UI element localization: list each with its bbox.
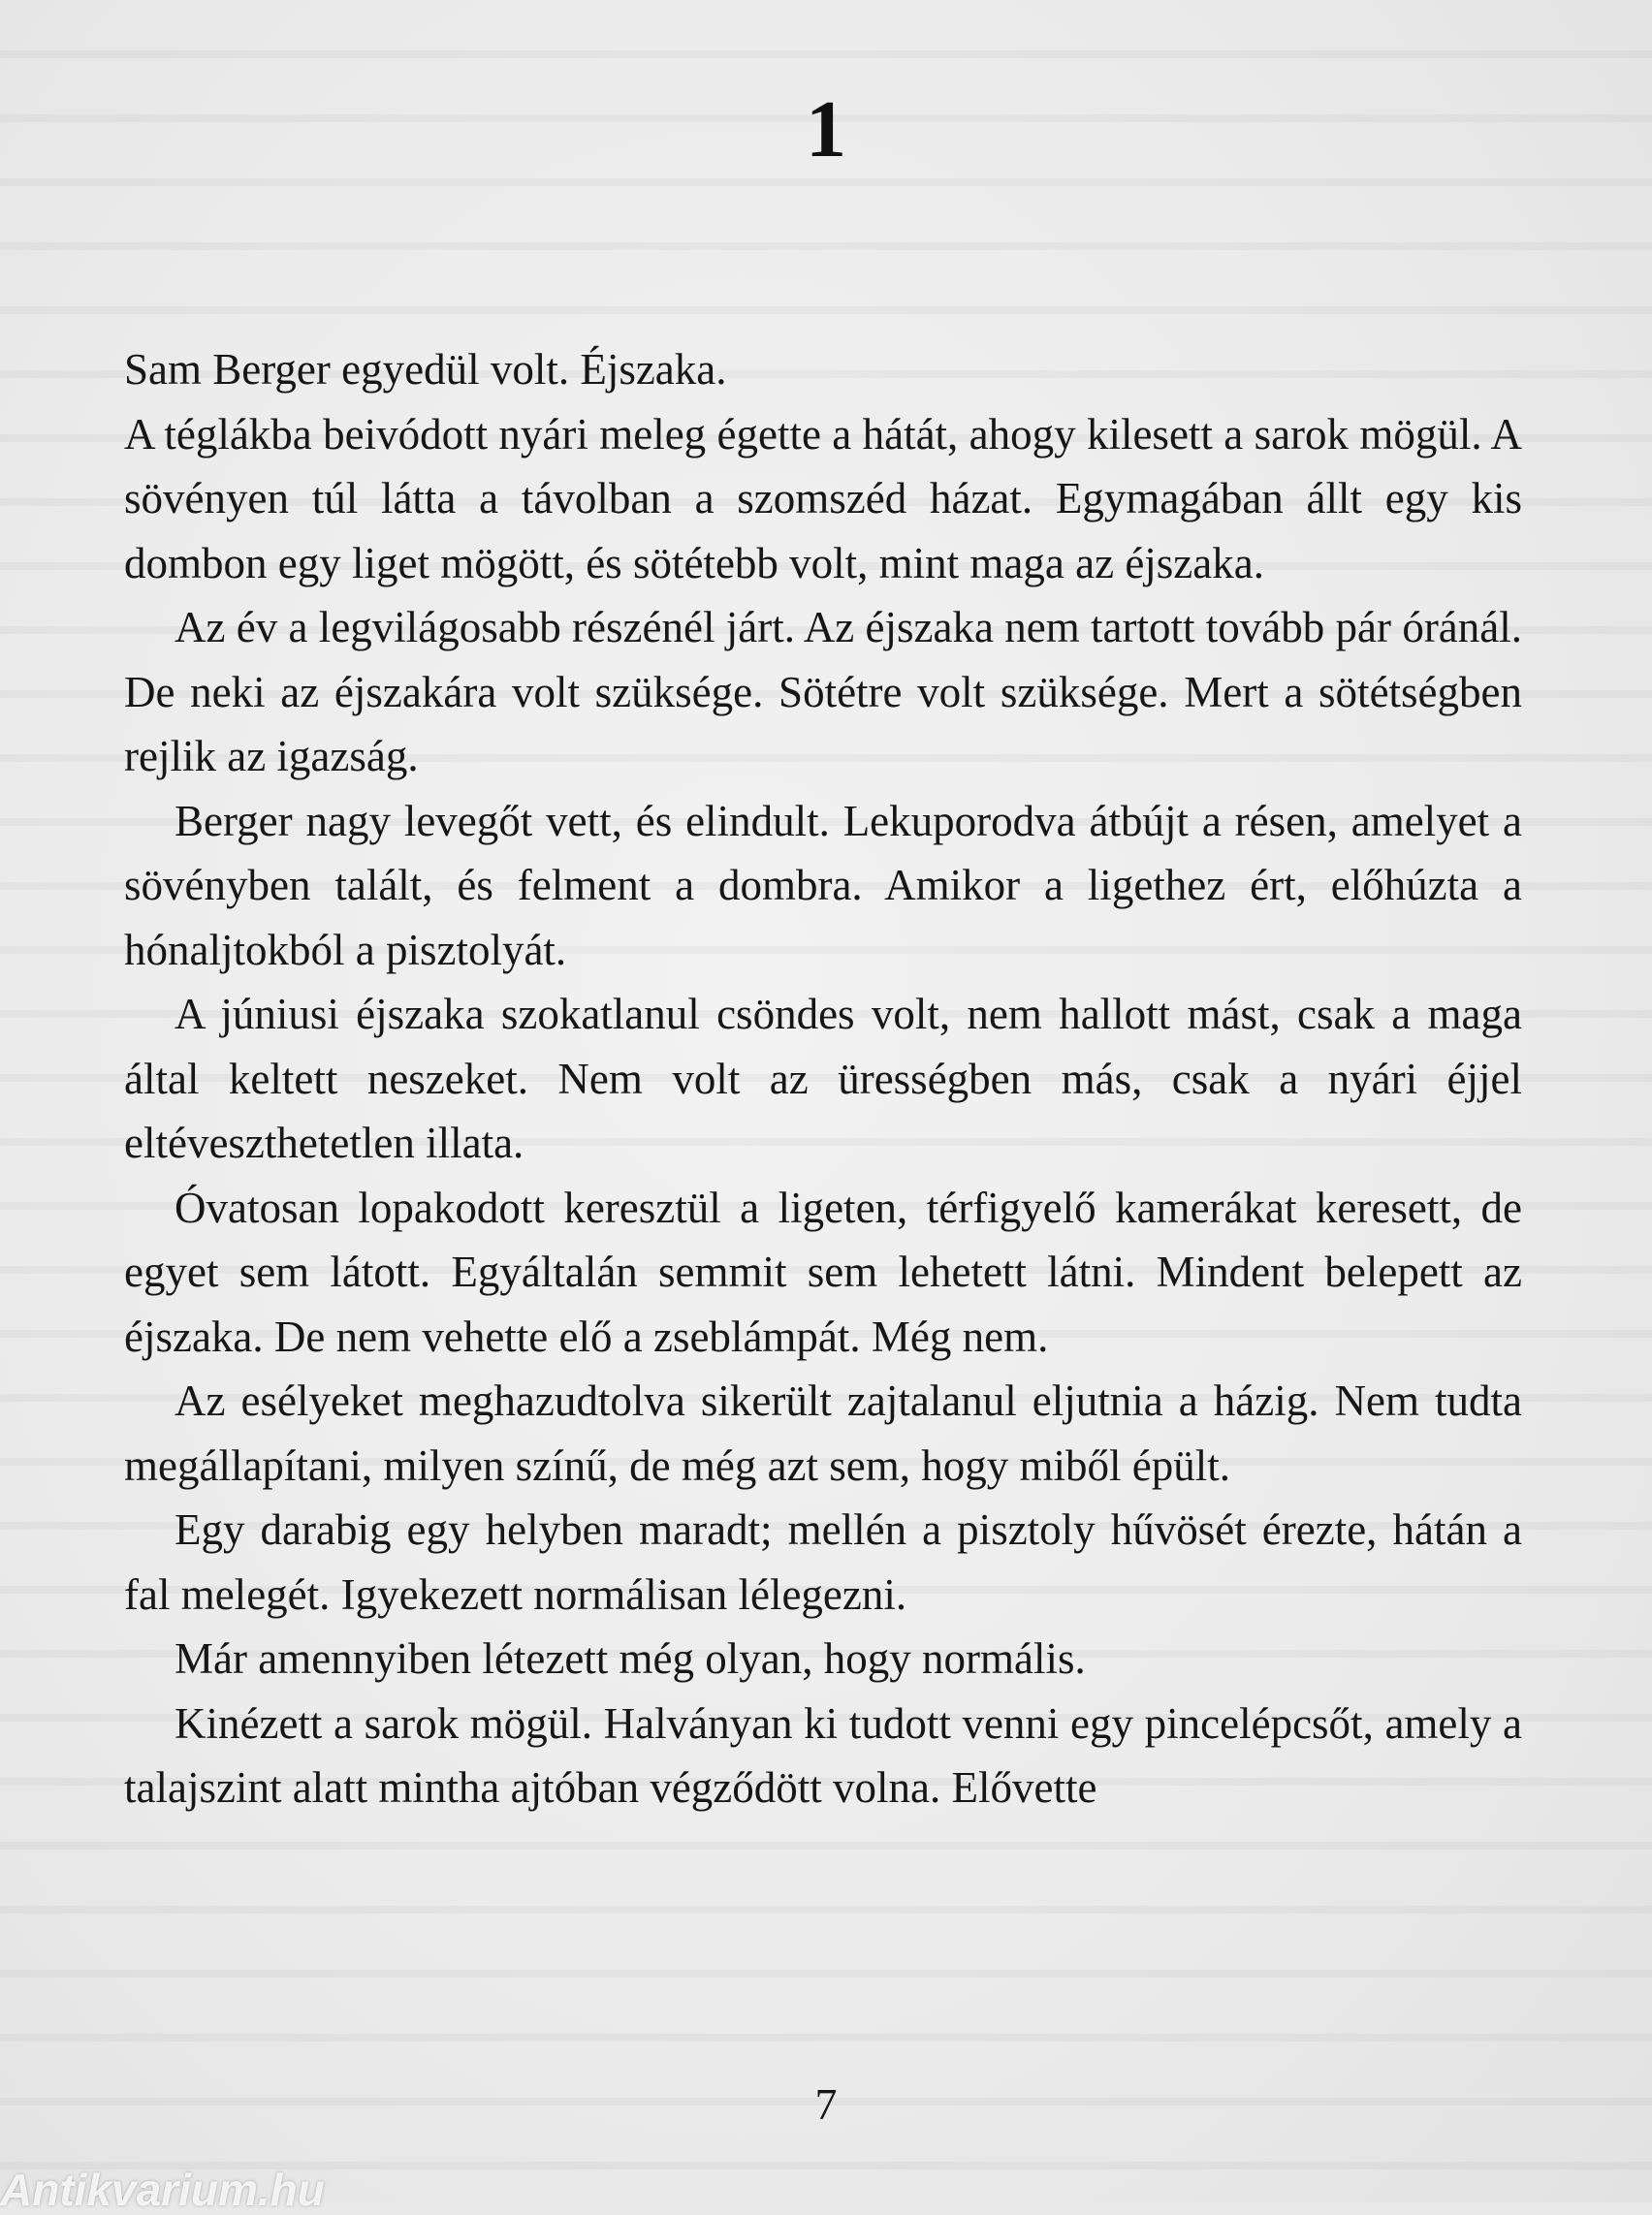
paragraph: A téglákba beivódott nyári meleg égette a hátát, ahogy kilesett a sarok mögül. A sövényen túl látta a távolban a szomszéd házat. Egymagában állt egy kis dombon egy liget mögött, és sötétebb volt, mint maga az éjszaka. [124,409,1522,587]
paragraph: Berger nagy levegőt vett, és elindult. Lekuporodva átbújt a résen, amelyet a sövényben talált, és felment a dombra. Amikor a ligethez ért, előhúzta a hónaljtokból a pisztolyát. [124,796,1522,974]
body-text [124,337,1522,1820]
paragraph: Az év a legvilágosabb részénél járt. Az éjszaka nem tartott tovább pár óránál. De neki az éjszakára volt szüksége. Sötétre volt szüksége. Mert a sötétségben rejlik az igazság. [124,603,1522,780]
paragraph: A júniusi éjszaka szokatlanul csöndes volt, nem hallott mást, csak a maga által keltett neszeket. Nem volt az ürességben más, csak a nyári éjjel eltéveszthetetlen illata. [124,990,1522,1167]
paragraph: Óvatosan lopakodott keresztül a ligeten, térfigyelő kamerákat keresett, de egyet sem látott. Egyáltalán semmit sem lehetett látni. Mindent belepett az éjszaka. De nem vehette elő a zseblámpát. Még nem. [124,1183,1522,1361]
page-number: 7 [814,2079,838,2129]
paragraph: Már amennyiben létezett még olyan, hogy normális. [175,1634,1086,1683]
chapter-number: 1 [806,84,846,174]
paragraph: Kinézett a sarok mögül. Halványan ki tudott venni egy pincelépcsőt, amely a talajszint alatt mintha ajtóban végződött volna. Elővette [124,1698,1522,1812]
watermark: Antikvarium.hu [0,2165,325,2215]
paragraph: Az esélyeket meghazudtolva sikerült zajtalanul eljutnia a házig. Nem tudta megállapítani, milyen színű, de még azt sem, hogy miből épült. [124,1376,1522,1490]
paragraph: Egy darabig egy helyben maradt; mellén a pisztoly hűvösét érezte, hátán a fal melegét. Igyekezett normálisan lélegezni. [124,1505,1522,1619]
paragraph: Sam Berger egyedül volt. Éjszaka. [124,345,727,394]
